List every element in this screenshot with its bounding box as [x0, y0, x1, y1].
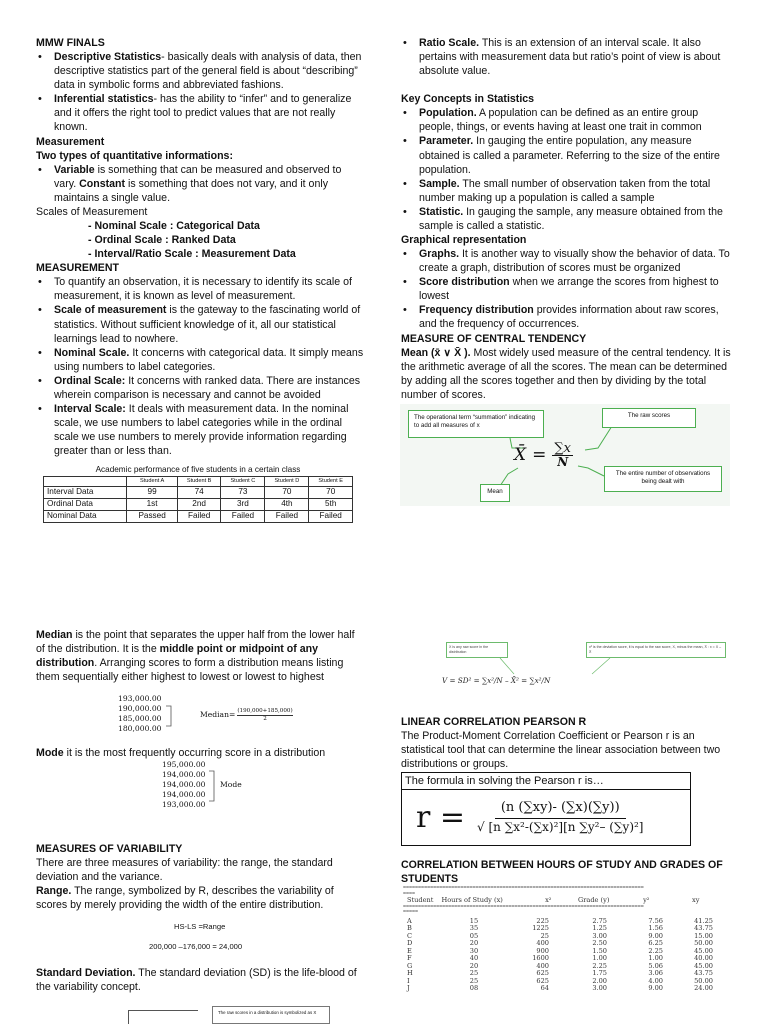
range-paragraph — [36, 884, 366, 912]
table-cell: 3.00 — [592, 931, 607, 940]
range-example: 200,000 –176,000 = 24,000 — [149, 942, 243, 951]
pearson-formula-fraction — [477, 801, 643, 835]
mean-paragraph — [401, 346, 733, 402]
term-inferential: Inferential statistics — [54, 93, 154, 106]
table-cell: 30 — [469, 946, 479, 955]
table-header-cell: x² — [545, 896, 552, 904]
text-sample: The small number of observation taken from the total number making up a population is called a sample — [419, 177, 711, 204]
table-cell: 70 — [265, 487, 309, 499]
table-cell: F — [407, 954, 412, 962]
table-row — [403, 955, 717, 963]
table-header-cell: Student B — [177, 476, 221, 486]
variable-bullets — [36, 163, 364, 205]
table-cell: 1.75 — [592, 969, 607, 977]
table-cell: 1225 — [532, 924, 549, 932]
text-statistic: In gauging the sample, any measure obtained from the sample is called a statistic. — [419, 205, 723, 232]
pearson-formula — [402, 790, 690, 845]
table-cell: H — [407, 969, 413, 977]
correlation-table — [403, 897, 703, 905]
table-cell: 73 — [221, 487, 265, 499]
connector-raw — [585, 426, 612, 450]
table-cell: 3.06 — [648, 969, 663, 977]
table-cell: 2nd — [177, 499, 221, 511]
table-cell: 41.25 — [694, 916, 713, 925]
text-parameter: In gauging the entire population, any measure obtained is called a parameter. Referring to the size of the entire population. — [419, 135, 720, 176]
text-quantify: To quantify an observation, it is necessary to identify its scale of measurement, it is known as level of measurement. — [54, 276, 352, 303]
table-cell: 43.75 — [694, 924, 713, 932]
median-bracket — [165, 705, 175, 727]
table-cell: Failed — [265, 511, 309, 523]
table-cell: 900 — [536, 946, 549, 955]
table-cell: 2.75 — [592, 916, 607, 925]
table-cell: 1st — [127, 499, 178, 511]
table-cell: I — [407, 976, 410, 985]
term-parameter: Parameter. — [419, 135, 474, 148]
text-nominal: It concerns with categorical data. It simply means using numbers to label categories. — [54, 346, 364, 373]
text-score-distribution: when we arrange the scores from highest to lowest — [419, 276, 719, 303]
table-header-cell: Student A — [127, 476, 178, 486]
graphical-heading: Graphical representation — [401, 234, 527, 247]
sd-callout: The raw scores in a distribution is symbolized as X — [212, 1006, 330, 1024]
table-cell: Failed — [177, 511, 221, 523]
pearson-formula-r: r = — [416, 799, 466, 835]
table-row — [403, 970, 717, 978]
median-value: 190,000.00 — [118, 704, 162, 714]
bullet-frequency-distribution — [401, 303, 733, 331]
mean-formula-lhs: X̄ — [514, 444, 527, 465]
median-value: 193,000.00 — [118, 694, 162, 703]
mean-formula-den: N — [557, 455, 569, 469]
mean-diagram — [400, 404, 730, 506]
stats-bullets — [36, 50, 364, 134]
table-header-cell: Student D — [265, 476, 309, 486]
term-population: Population. — [419, 107, 477, 120]
sd-diagram-line — [128, 1010, 198, 1024]
table-header-cell: Student — [407, 896, 434, 904]
term-mode: Mode — [36, 747, 64, 759]
table-cell: 400 — [536, 961, 549, 970]
mode-label: Mode — [220, 780, 242, 789]
text-median-2: . Arranging scores to form a distribution means listing them sequentially either highest to lowest or lowest to highest — [36, 657, 344, 684]
table-cell: 64 — [540, 984, 549, 992]
table-cell: 25 — [469, 969, 479, 977]
bullet-sample — [401, 177, 733, 205]
table-row — [403, 918, 717, 926]
median-paragraph — [36, 628, 366, 684]
text-constant: is something that does not vary, and it only maintains a single value. — [54, 177, 328, 204]
table-cell: 20 — [469, 939, 479, 947]
median-formula-num: (190,000+185,000) — [237, 708, 293, 714]
pearson-formula-den: √ [n ∑x²-(∑x)²][n ∑y²– (∑y)²] — [477, 819, 644, 834]
median-formula-den: 2 — [263, 715, 267, 722]
mode-paragraph — [36, 746, 366, 760]
table-header-cell — [44, 476, 127, 486]
callout-raw-scores: The raw scores — [602, 408, 696, 428]
table-header-cell: Hours of Study (x) — [441, 896, 503, 904]
table-rule: ================================================================================ — [403, 904, 644, 910]
scales-heading: Scales of Measurement — [36, 205, 148, 218]
pearson-block — [401, 715, 733, 771]
text-range: The range, symbolized by R, describes the variability of scores by merely providing the width of the entire distribution. — [36, 885, 334, 912]
term-scale-of-measurement: Scale of measurement — [54, 304, 167, 317]
table-rule: ===== — [403, 910, 419, 915]
table-cell: 15.00 — [694, 931, 713, 940]
variance-callout-raw: X is any raw score in the distribution — [446, 642, 508, 658]
pearson-formula-num: (n (∑xy)- (∑x)(∑y)) — [495, 801, 626, 819]
table-cell: 2.25 — [592, 961, 607, 970]
variance-formula: V = SD² = ∑x²/N – X̄² = ∑x²/N — [442, 676, 551, 685]
term-score-distribution: Score distribution — [419, 276, 510, 289]
table-rule: ==== — [403, 891, 416, 897]
table-row — [44, 487, 353, 499]
table-cell: Ordinal Data — [44, 499, 127, 511]
table-cell: 25 — [540, 931, 549, 940]
table-cell: E — [407, 946, 412, 955]
pearson-formula-caption: The formula in solving the Pearson r is… — [402, 773, 690, 790]
table-cell: G — [407, 961, 413, 970]
table-header-cell: xy — [691, 896, 700, 904]
performance-table — [43, 476, 353, 523]
measurement-heading: Measurement — [36, 135, 105, 148]
table-cell: 2.00 — [592, 976, 607, 985]
mode-value: 194,000.00 — [162, 770, 206, 780]
table-cell: B — [407, 924, 412, 932]
mean-formula — [514, 442, 573, 468]
table-cell: 50.00 — [694, 976, 713, 985]
variability-block — [36, 842, 366, 912]
variance-diagram — [440, 640, 730, 698]
range-formula: HS-LS =Range — [174, 922, 226, 931]
concepts-bullets — [401, 106, 733, 233]
term-constant: Constant — [79, 177, 126, 190]
text-scale-of-measurement: is the gateway to the fascinating world of statistics. Without sufficient knowledge of it, all our statistical learnings lead to nowhere. — [54, 304, 361, 345]
bullet-descriptive — [36, 50, 364, 92]
mode-example — [162, 760, 312, 810]
term-ratio: Ratio Scale. — [419, 37, 480, 49]
mean-formula-num: ∑x — [554, 441, 571, 456]
table-cell: Failed — [309, 511, 353, 523]
key-concepts-heading: Key Concepts in Statistics — [401, 93, 535, 106]
two-types-heading: Two types of quantitative informations: — [36, 149, 233, 162]
left-top-column — [36, 36, 364, 458]
table-cell: 4th — [265, 499, 309, 511]
sd-paragraph — [36, 966, 366, 994]
table-cell: 9.00 — [648, 984, 663, 992]
text-ordinal: It concerns with ranked data. There are instances wherein comparison is necessary and cannot be avoided — [54, 374, 361, 401]
table-row — [403, 985, 717, 993]
right-top-column — [401, 36, 733, 402]
mode-value: 194,000.00 — [162, 790, 206, 800]
median-formula — [200, 708, 293, 722]
variability-text: There are three measures of variability: the range, the standard deviation and the variance. — [36, 857, 333, 884]
table-cell: 400 — [536, 939, 549, 947]
text-descriptive: - basically deals with analysis of data, then descriptive statistics part of the general field is about “describing” data in symbolic forms and abbreviated fashions. — [54, 51, 362, 92]
table-cell: 2.50 — [592, 939, 607, 947]
term-graphs: Graphs. — [419, 248, 460, 261]
text-inferential: - has the ability to “infer” and to generalize and it offers the right tool to predict values that are not really known. — [54, 93, 352, 134]
performance-table-block — [43, 465, 353, 523]
text-mean: Most widely used measure of the central tendency. It is the arithmetic average of all the scores. The mean can be determined by adding all the scores together and then by dividing by the total number of scores. — [401, 346, 731, 401]
term-median: Median — [36, 629, 73, 641]
text-population: A population can be defined as an entire group people, things, or events having at least one trait in common — [419, 107, 702, 134]
table-cell: 74 — [177, 487, 221, 499]
variance-connector-2 — [592, 658, 610, 674]
table-cell: A — [407, 916, 412, 925]
table-row — [403, 933, 717, 941]
table-cell: 40.00 — [694, 954, 713, 962]
scale-interval: - Interval/Ratio Scale : Measurement Data — [88, 248, 296, 261]
pearson-text: The Product-Moment Correlation Coefficient or Pearson r is an statistical tool that can determine the linear association between two distributions or groups. — [401, 730, 721, 771]
table-cell: 15 — [469, 916, 479, 925]
table-cell: 9.00 — [648, 931, 663, 940]
bullet-parameter — [401, 134, 733, 176]
table-cell: 20 — [469, 961, 479, 970]
bullet-interval — [36, 402, 364, 458]
term-frequency-distribution: Frequency distribution — [419, 304, 534, 317]
table-row — [44, 499, 353, 511]
table-cell: J — [407, 984, 410, 992]
table-cell: 45.00 — [694, 946, 713, 955]
text-ratio: This is an extension of an interval scale. It also pertains with measurement data but ratio’s point of view is about absolute value. — [419, 37, 721, 78]
bullet-ratio — [401, 36, 733, 78]
table-cell: 2.25 — [648, 946, 663, 955]
table-cell: 1600 — [532, 954, 549, 962]
mode-value: 195,000.00 — [162, 760, 206, 769]
text-interval: It deals with measurement data. In the nominal scale, we use numbers to label categories while in the ordinal scale we use numbers to merely provide information regarding greater than or less than. — [54, 403, 349, 458]
term-nominal: Nominal Scale. — [54, 346, 130, 359]
variance-connector-1 — [500, 658, 514, 674]
table-cell: 1.25 — [592, 924, 607, 932]
bullet-nominal — [36, 346, 364, 374]
pearson-heading: LINEAR CORRELATION PEARSON R — [401, 716, 587, 728]
table-cell: Passed — [127, 511, 178, 523]
bullet-inferential — [36, 92, 364, 134]
table-cell: 5.06 — [648, 961, 663, 970]
measurement-caps-heading: MEASUREMENT — [36, 262, 119, 275]
table-cell: 1.56 — [648, 924, 663, 932]
table-cell: 99 — [127, 487, 178, 499]
scale-nominal: - Nominal Scale : Categorical Data — [88, 220, 260, 233]
table-row — [403, 948, 717, 956]
table-cell: Nominal Data — [44, 511, 127, 523]
table-cell: 625 — [536, 976, 549, 985]
median-formula-label: Median= — [200, 710, 236, 720]
table-cell: 1.00 — [648, 954, 663, 962]
term-descriptive: Descriptive Statistics — [54, 51, 162, 64]
table-cell: 25 — [469, 976, 479, 985]
table-cell: 43.75 — [694, 969, 713, 977]
measurement-bullets — [36, 275, 364, 458]
table-header-row — [44, 476, 353, 486]
bullet-quantify — [36, 275, 364, 303]
bullet-graphs — [401, 247, 733, 275]
variance-connectors — [440, 640, 730, 698]
callout-entire-number: The entire number of observations being dealt with — [604, 466, 722, 492]
term-mean: Mean (x̄ ∨ X̄ ). — [401, 346, 471, 359]
performance-table-caption: Academic performance of five students in a certain class — [95, 465, 301, 474]
table-cell: 1.50 — [592, 946, 607, 955]
text-median-bold: middle point or midpoint of any distribution — [36, 643, 318, 670]
bullet-variable — [36, 163, 364, 205]
mean-formula-eq: = — [532, 444, 547, 465]
mean-formula-fraction — [552, 442, 573, 468]
table-cell: 4.00 — [648, 976, 663, 985]
table-cell: C — [407, 931, 413, 940]
table-header-row — [403, 897, 703, 905]
table-row — [403, 963, 717, 971]
table-cell: D — [407, 939, 413, 947]
table-cell: 1.00 — [592, 954, 607, 962]
table-cell: Interval Data — [44, 487, 127, 499]
correlation-heading: CORRELATION BETWEEN HOURS OF STUDY AND GRADES OF STUDENTS — [401, 859, 723, 886]
term-variable: Variable — [54, 163, 95, 176]
table-cell: 3rd — [221, 499, 265, 511]
table-cell: 70 — [309, 487, 353, 499]
ratio-bullets — [401, 36, 733, 78]
table-row — [403, 940, 717, 948]
table-cell: Failed — [221, 511, 265, 523]
text-median-1: is the point that separates the upper half from the lower half of the distribution. It is the — [36, 629, 355, 656]
term-statistic: Statistic. — [419, 205, 464, 218]
text-mode: it is the most frequently occurring score in a distribution — [63, 747, 326, 759]
table-cell: 6.25 — [648, 939, 663, 947]
text-variable: is something that can be measured and observed to vary. — [54, 163, 342, 190]
table-cell: 05 — [469, 931, 479, 940]
table-header-cell: Student E — [309, 476, 353, 486]
table-row — [403, 978, 717, 986]
table-header-cell: Student C — [221, 476, 265, 486]
text-sd: The standard deviation (SD) is the life-blood of the variability concept. — [36, 967, 357, 994]
mode-value: 193,000.00 — [162, 800, 206, 810]
bullet-score-distribution — [401, 275, 733, 303]
scale-ordinal: - Ordinal Scale : Ranked Data — [88, 234, 236, 247]
central-tendency-heading: MEASURE OF CENTRAL TENDENCY — [401, 332, 587, 345]
table-cell: 35 — [469, 924, 479, 932]
callout-mean: Mean — [480, 484, 510, 502]
term-ordinal: Ordinal Scale: — [54, 374, 126, 387]
graph-bullets — [401, 247, 733, 331]
term-sample: Sample. — [419, 177, 460, 190]
mode-value: 194,000.00 — [162, 780, 206, 790]
table-cell: 625 — [536, 969, 549, 977]
table-cell: 40 — [469, 954, 479, 962]
term-interval: Interval Scale: — [54, 403, 126, 416]
table-cell: 7.56 — [648, 916, 663, 925]
table-cell: 3.00 — [592, 984, 607, 992]
pearson-formula-box — [401, 772, 691, 846]
text-graphs: It is another way to visually show the behavior of data. To create a graph, distribution of scores must be organized — [419, 248, 730, 275]
mode-bracket — [208, 770, 218, 802]
callout-summation: The operational term “summation” indicating to add all measures of x — [408, 410, 544, 438]
table-header-cell: Grade (y) — [577, 896, 610, 904]
table-cell: 08 — [469, 984, 479, 992]
bullet-statistic — [401, 205, 733, 233]
table-cell: 225 — [536, 916, 549, 925]
variability-heading: MEASURES OF VARIABILITY — [36, 843, 183, 855]
table-row — [44, 511, 353, 523]
term-range: Range. — [36, 885, 72, 898]
table-cell: 5th — [309, 499, 353, 511]
correlation-table-block — [403, 886, 727, 993]
doc-title: MMW FINALS — [36, 37, 105, 49]
median-value: 185,000.00 — [118, 714, 162, 724]
connector-entire — [578, 466, 604, 476]
median-formula-fraction — [237, 708, 292, 722]
bullet-ordinal — [36, 374, 364, 402]
table-cell: 45.00 — [694, 961, 713, 970]
table-cell: 50.00 — [694, 939, 713, 947]
table-row — [403, 925, 717, 933]
bullet-scale-of-measurement — [36, 303, 364, 345]
correlation-table-body — [403, 918, 717, 993]
table-rule: ================================================================================ — [403, 886, 644, 891]
table-header-cell: y² — [643, 896, 650, 904]
median-example — [118, 694, 358, 734]
term-sd: Standard Deviation. — [36, 967, 136, 979]
variance-callout-deviation: x² is the deviation score, it is equal to the raw score, X, minus the mean, X̄ : x = X – X̄ — [586, 642, 726, 658]
table-cell: 24.00 — [694, 984, 713, 992]
median-value: 180,000.00 — [118, 724, 162, 734]
text-frequency-distribution: provides information about raw scores, and the frequency of occurrences. — [419, 304, 719, 331]
bullet-population — [401, 106, 733, 134]
